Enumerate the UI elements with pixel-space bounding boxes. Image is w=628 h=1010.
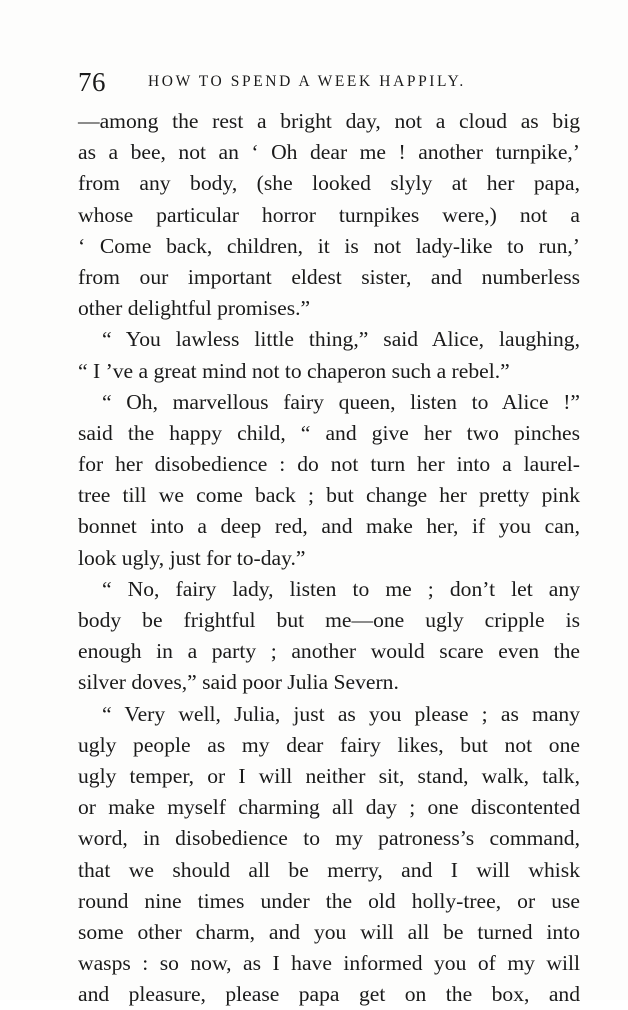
text-line: wasps : so now, as I have informed you of my will	[78, 951, 580, 976]
running-title: HOW TO SPEND A WEEK HAPPILY.	[148, 73, 466, 90]
text-line: and pleasure, please papa get on the box, and	[78, 982, 580, 1007]
text-line: “ You lawless little thing,” said Alice, laughing,	[102, 327, 580, 352]
text-line: ‘ Come back, children, it is not lady-like to run,’	[78, 233, 580, 258]
text-line: look ugly, just for to-day.”	[78, 545, 306, 570]
text-line: said the happy child, “ and give her two pinches	[78, 420, 580, 445]
text-line: from our important eldest sister, and numberless	[78, 264, 580, 289]
text-line: whose particular horror turnpikes were,) not a	[78, 202, 580, 227]
text-line: word, in disobedience to my patroness’s command,	[78, 826, 580, 851]
text-line: “ Very well, Julia, just as you please ; as many	[102, 701, 580, 726]
page-number: 76	[78, 67, 106, 97]
running-head	[78, 64, 588, 100]
text-line: —among the rest a bright day, not a cloud as big	[78, 109, 580, 133]
text-line: other delightful promises.”	[78, 296, 311, 321]
text-line: ugly people as my dear fairy likes, but not one	[78, 732, 580, 757]
text-line: some other charm, and you will all be turned into	[78, 919, 580, 944]
text-line: or make myself charming all day ; one discontented	[78, 795, 580, 820]
text-line: for her disobedience : do not turn her into a laurel-	[78, 452, 580, 477]
text-line: from any body, (she looked slyly at her papa,	[78, 171, 580, 196]
text-line: bonnet into a deep red, and make her, if you can,	[78, 514, 580, 539]
text-line: ugly temper, or I will neither sit, stand, walk, talk,	[78, 763, 580, 788]
text-line: as a bee, not an ‘ Oh dear me ! another turnpike,’	[78, 140, 580, 165]
text-line: tree till we come back ; but change her pretty pink	[78, 483, 580, 508]
text-line: round nine times under the old holly-tree, or use	[78, 888, 580, 913]
text-line: enough in a party ; another would scare even the	[78, 639, 580, 664]
text-line: “ I ’ve a great mind not to chaperon such a rebel.”	[78, 358, 510, 383]
text-line: “ Oh, marvellous fairy queen, listen to Alice !”	[102, 389, 580, 414]
text-line: silver doves,” said poor Julia Severn.	[78, 670, 399, 695]
body-text	[78, 106, 580, 1010]
text-line: that we should all be merry, and I will whisk	[78, 857, 580, 882]
text-line: body be frightful but me—one ugly cripple is	[78, 608, 580, 632]
text-line: “ No, fairy lady, listen to me ; don’t let any	[102, 576, 580, 601]
